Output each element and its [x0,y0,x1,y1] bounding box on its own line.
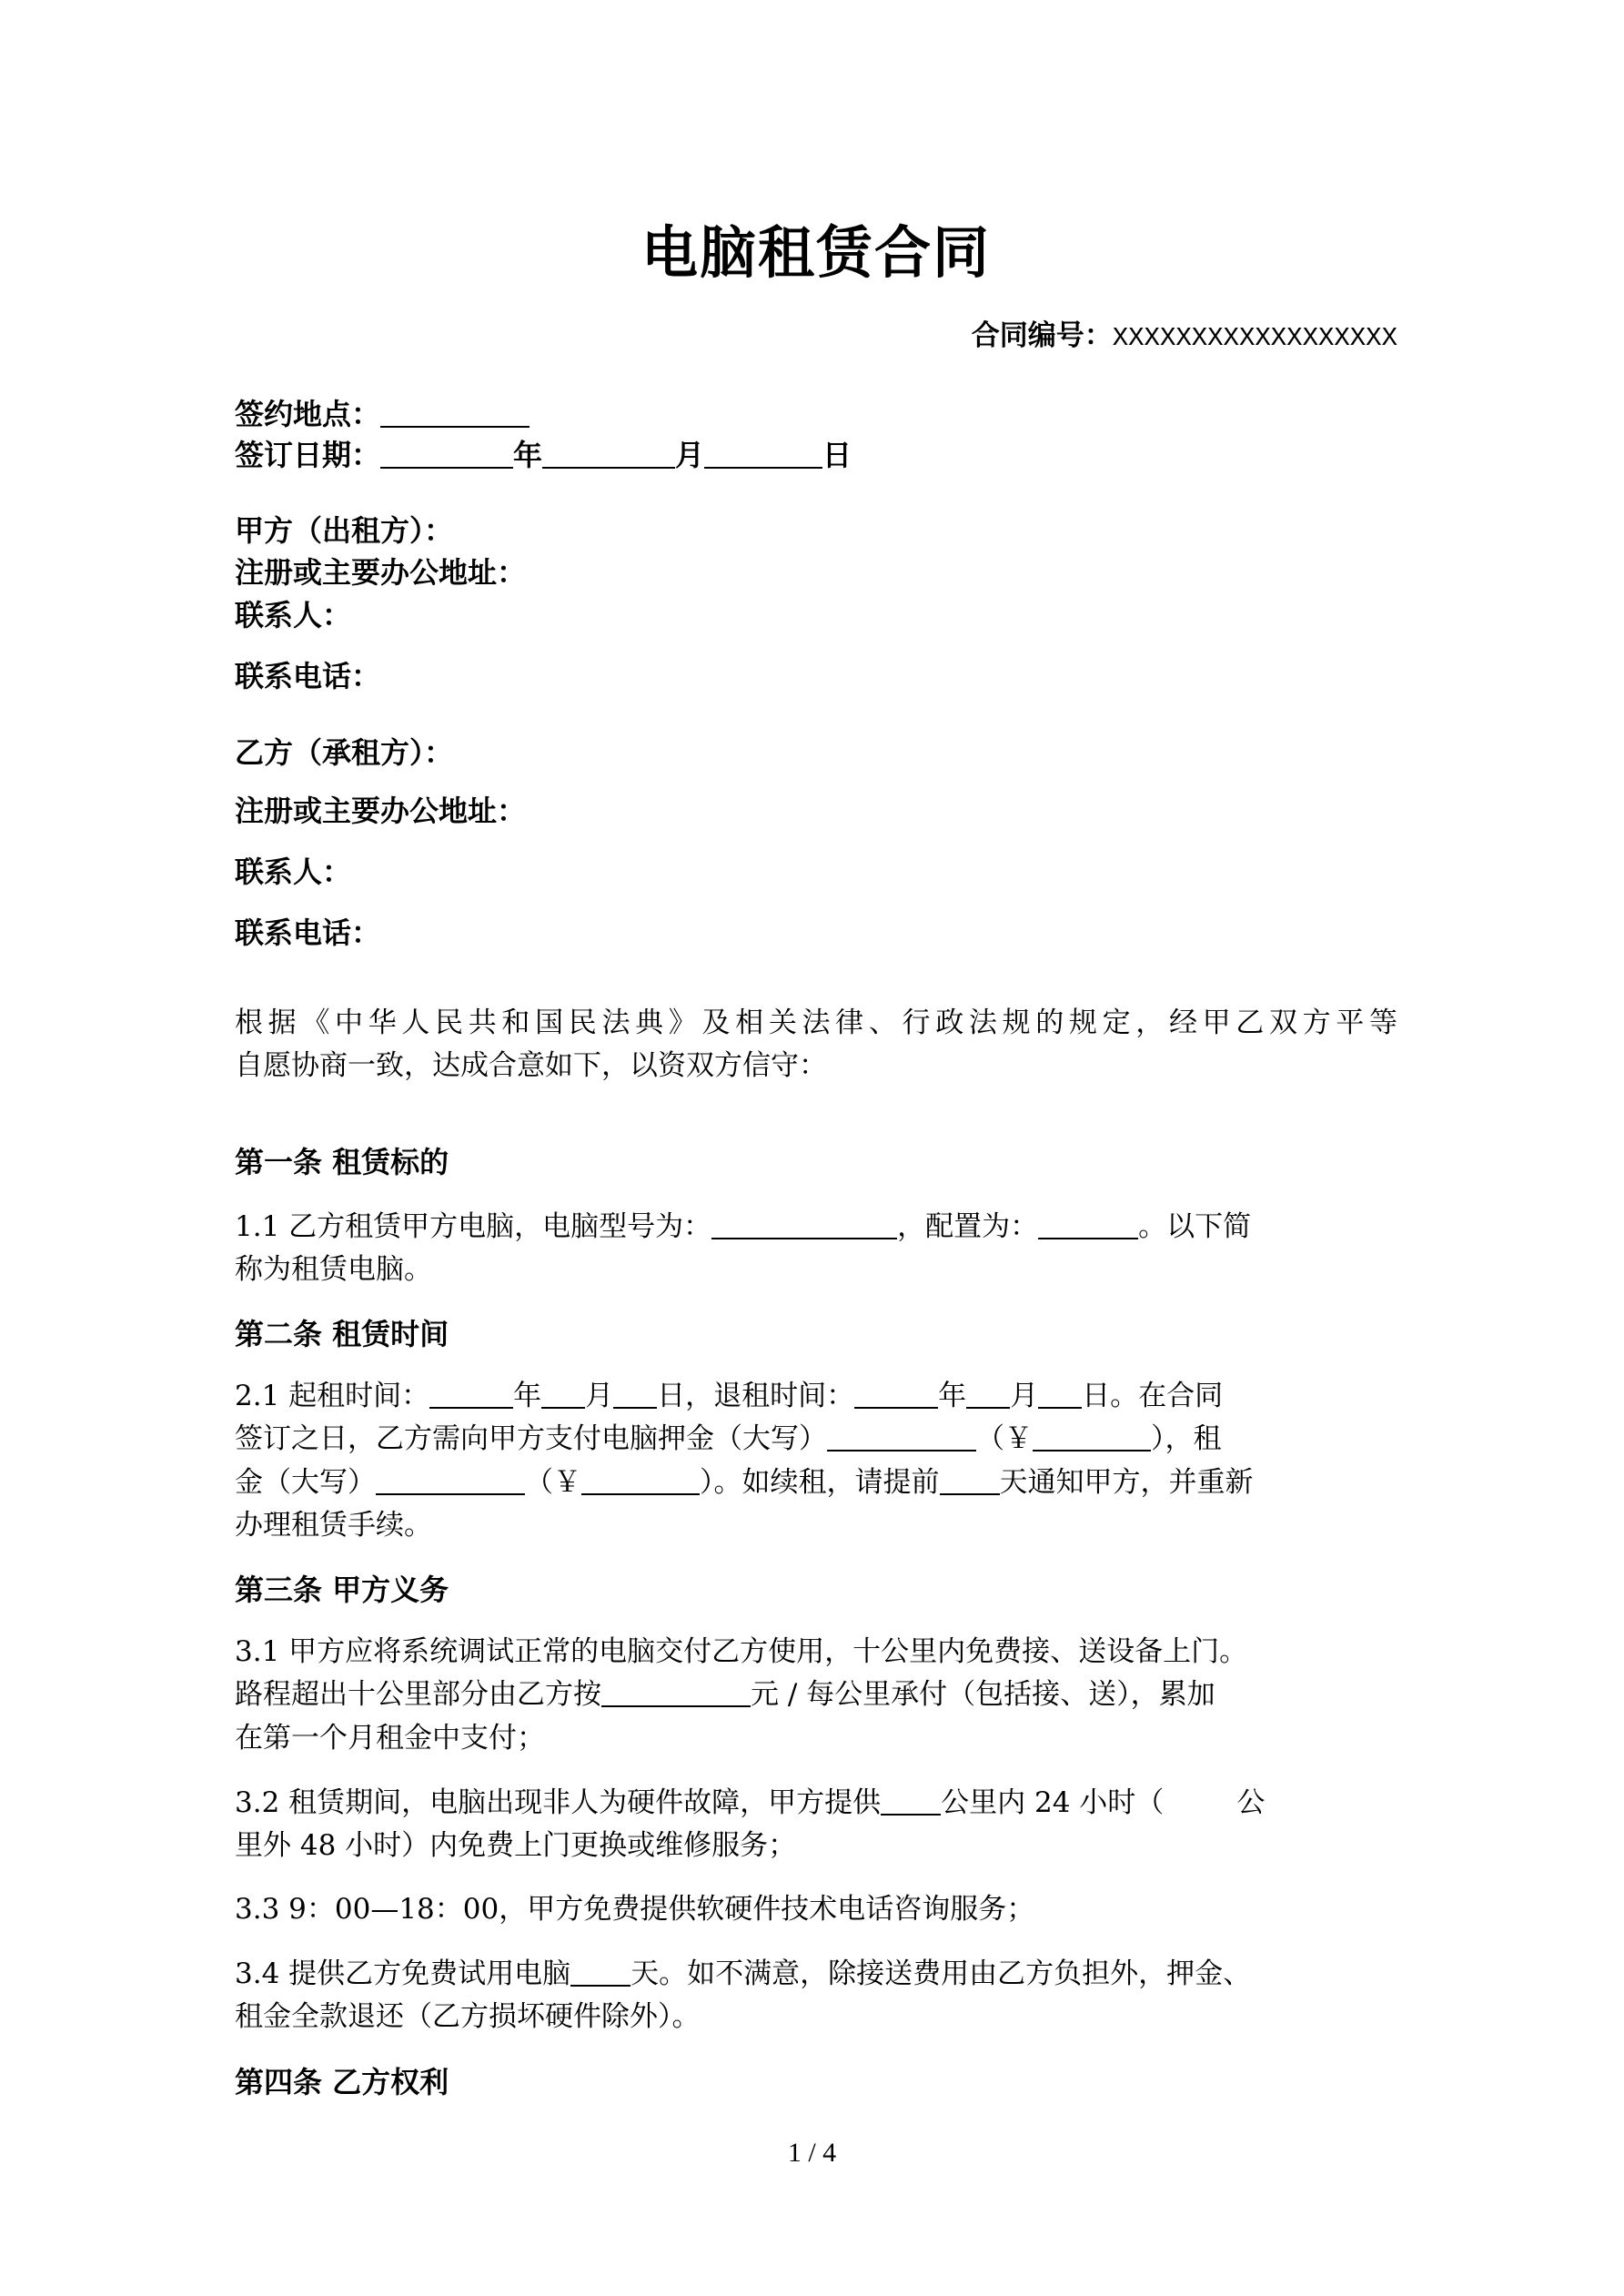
clause-3-4-line-1 [235,1951,1251,1997]
article-1-heading: 第一条 租赁标的 [235,1145,449,1179]
party-b-phone: 联系电话： [235,915,381,950]
signing-date [235,432,852,478]
party-a-address: 注册或主要办公地址： [235,555,527,590]
clause-3-2-text-c: 公 [1236,1786,1266,1819]
signing-place-label: 签约地点： [235,397,381,431]
clause-3-2-text-a: 3.2 租赁期间，电脑出现非人为硬件故障，甲方提供 [235,1786,882,1819]
configuration-blank [1038,1207,1138,1239]
end-year-label: 年 [938,1380,967,1412]
clause-3-1-line-2 [235,1672,1215,1717]
clause-3-2-line-1 [235,1780,1265,1826]
end-month-blank [966,1376,1010,1409]
clause-3-1-line-1: 3.1 甲方应将系统调试正常的电脑交付乙方使用，十公里内免费接、送设备上门。 [235,1635,1248,1668]
rent-amount-blank [581,1462,700,1495]
rent-words-blank [376,1462,525,1495]
signing-month-blank [542,436,675,469]
preamble-line-2: 自愿协商一致，达成合意如下，以资双方信守： [235,1049,827,1082]
clause-1-1-line-1 [235,1204,1251,1249]
clause-3-1-text-a: 路程超出十公里部分由乙方按 [235,1678,601,1711]
rent-yen-open: （￥ [525,1466,581,1499]
signing-date-label: 签订日期： [235,438,381,472]
deposit-words-blank [827,1419,976,1451]
party-a-heading: 甲方（出租方）： [235,513,454,548]
article-3-heading: 第三条 甲方义务 [235,1573,449,1607]
clause-2-1-text-end: 日。在合同 [1082,1380,1224,1412]
clause-3-2-line-2: 里外 48 小时）内免费上门更换或维修服务； [235,1829,797,1862]
article-4-heading: 第四条 乙方权利 [235,2065,449,2099]
signing-day-label: 日 [822,438,852,472]
deposit-label: 签订之日，乙方需向甲方支付电脑押金（大写） [235,1422,827,1455]
clause-3-4-text-a: 3.4 提供乙方免费试用电脑 [235,1957,571,1990]
signing-place-blank [380,395,530,428]
clause-1-1-line-2: 称为租赁电脑。 [235,1253,432,1286]
page-number: 1 / 4 [787,2138,837,2168]
contract-number [972,313,1397,361]
party-b-address: 注册或主要办公地址： [235,794,527,828]
clause-2-1-line-4: 办理租赁手续。 [235,1509,432,1542]
clause-3-3: 3.3 9：00—18：00，甲方免费提供软硬件技术电话咨询服务； [235,1893,1035,1926]
per-km-fee-blank [601,1674,751,1707]
preamble-line-1: 根据《中华人民共和国民法典》及相关法律、行政法规的规定，经甲乙双方平等 [235,1006,1397,1039]
computer-model-blank [711,1207,897,1239]
clause-2-1-line-3 [235,1460,1254,1505]
start-month-blank [541,1376,585,1409]
end-day-blank [1038,1376,1082,1409]
clause-3-4-text-b: 天。如不满意，除接送费用由乙方负担外，押金、 [630,1957,1252,1990]
start-day-label: 日，退租时间： [657,1380,855,1412]
clause-3-1-line-3: 在第一个月租金中支付； [235,1722,545,1755]
signing-place [235,391,530,437]
start-year-blank [429,1376,513,1409]
party-a-contact: 联系人： [235,598,352,632]
service-km-blank [881,1783,941,1816]
clause-2-1-text-a: 2.1 起租时间： [235,1380,430,1412]
contract-number-label: 合同编号： [971,319,1113,352]
contract-number-value: XXXXXXXXXXXXXXXXXX [1112,323,1397,353]
signing-year-blank [380,436,513,469]
signing-month-label: 月 [675,438,705,472]
clause-2-1-line-2 [235,1416,1222,1462]
end-month-label: 月 [1010,1380,1039,1412]
end-year-blank [854,1376,938,1409]
signing-day-blank [704,436,822,469]
start-day-blank [613,1376,657,1409]
clause-1-1-text-b: ，配置为： [897,1210,1039,1243]
start-year-label: 年 [513,1380,542,1412]
party-b-heading: 乙方（承租方）： [235,735,454,770]
clause-1-1-text-c: 。以下简 [1138,1210,1252,1243]
clause-3-2-text-b: 公里内 24 小时（ [941,1786,1165,1819]
party-b-contact: 联系人： [235,855,352,889]
deposit-amount-blank [1033,1419,1151,1451]
signing-year-label: 年 [513,438,543,472]
clause-3-1-text-b: 元 / 每公里承付（包括接、送），累加 [751,1678,1215,1711]
clause-1-1-text-a: 1.1 乙方租赁甲方电脑，电脑型号为： [235,1210,712,1243]
document-title: 电脑租赁合同 [641,219,991,286]
clause-3-4-line-2: 租金全款退还（乙方损坏硬件除外）。 [235,2000,701,2033]
trial-days-blank [570,1954,630,1987]
deposit-yen-close: ），租 [1151,1422,1222,1455]
rent-yen-close: ）。如续租，请提前 [700,1466,940,1499]
article-2-heading: 第二条 租赁时间 [235,1317,449,1351]
rent-label: 金（大写） [235,1466,376,1499]
renewal-notice-text: 天通知甲方，并重新 [999,1466,1254,1499]
deposit-yen-open: （￥ [976,1422,1033,1455]
renewal-days-blank [940,1462,1000,1495]
clause-2-1-line-1 [235,1373,1223,1419]
party-a-phone: 联系电话： [235,659,381,693]
start-month-label: 月 [585,1380,614,1412]
